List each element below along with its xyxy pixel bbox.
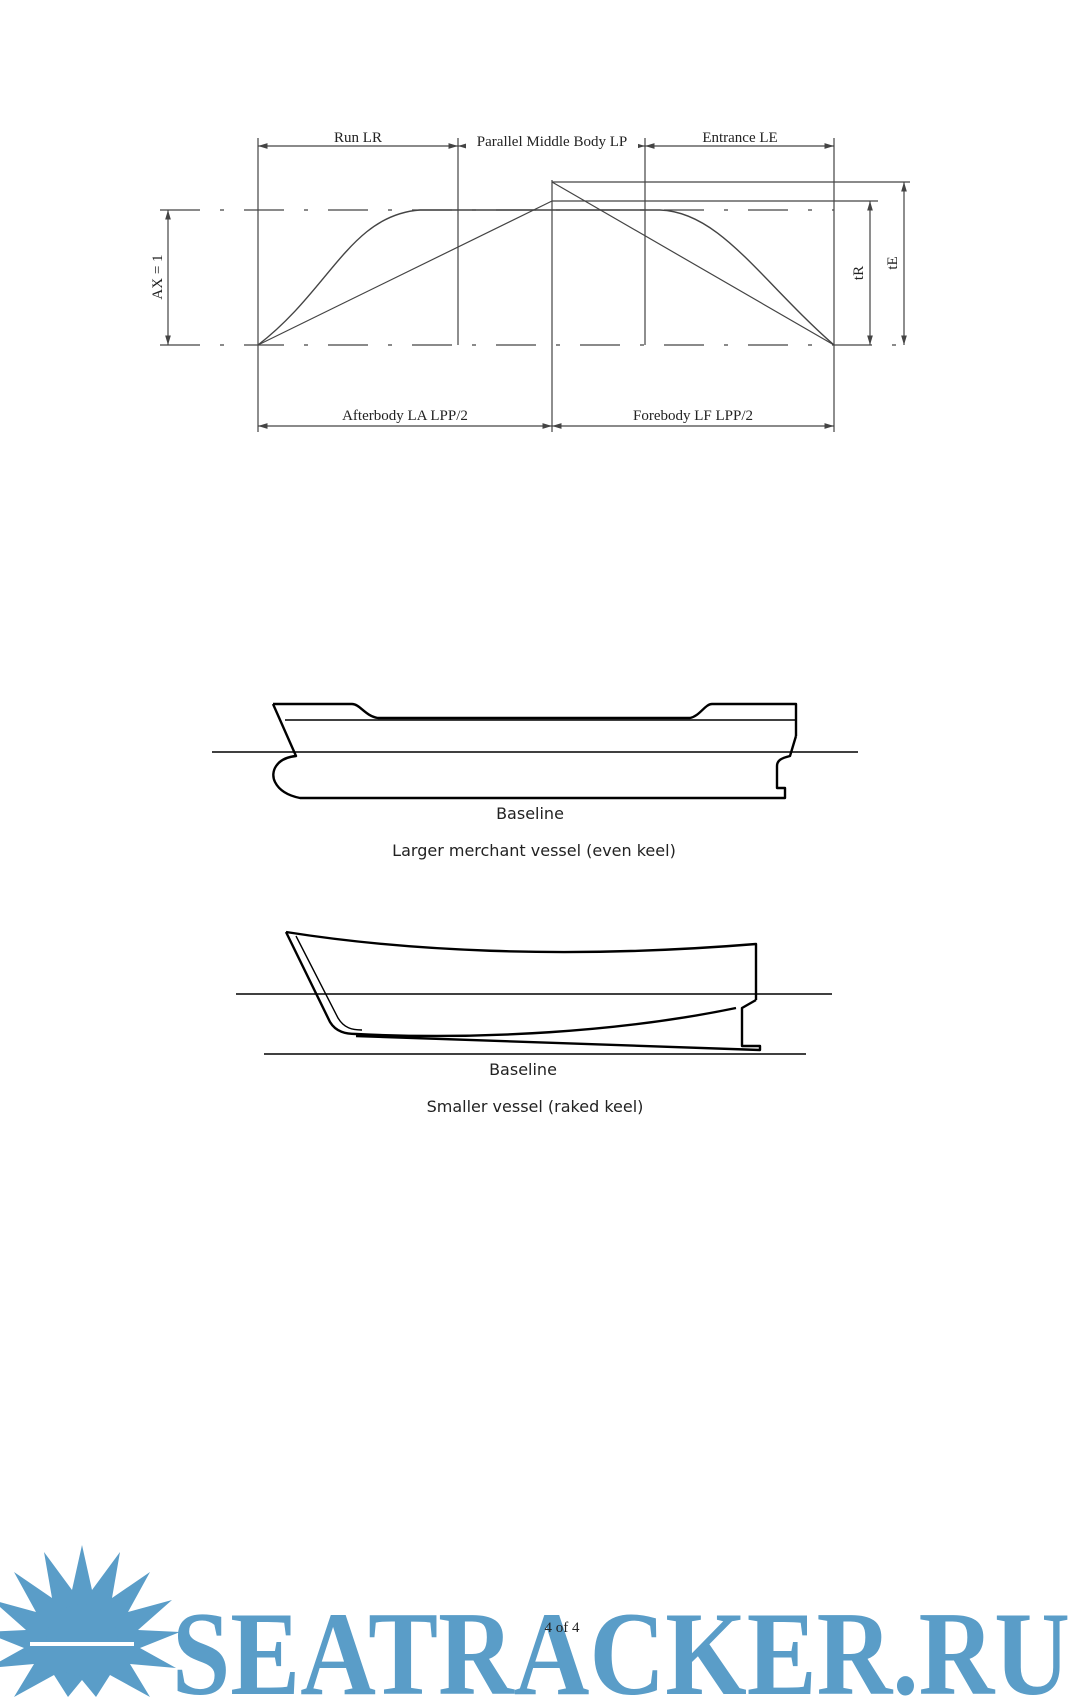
page-number: 4 of 4 bbox=[544, 1620, 580, 1636]
small-vessel-outer-hull bbox=[286, 932, 736, 1036]
afterbody-label: Afterbody LA LPP/2 bbox=[342, 408, 468, 424]
large-vessel-caption: Larger merchant vessel (even keel) bbox=[392, 841, 676, 860]
small-baseline-label: Baseline bbox=[489, 1060, 557, 1079]
te-label: tE bbox=[885, 256, 901, 270]
watermark-logo bbox=[0, 1545, 1070, 1697]
entrance-triangle-line bbox=[552, 182, 834, 345]
large-vessel-diagram bbox=[212, 704, 858, 798]
ax-label: AX = 1 bbox=[150, 254, 166, 300]
run-label: Run LR bbox=[334, 130, 382, 146]
small-vessel-inner-hull bbox=[296, 936, 362, 1030]
sun-icon bbox=[0, 1545, 180, 1697]
small-vessel-deck bbox=[286, 932, 756, 1000]
forebody-label: Forebody LF LPP/2 bbox=[632, 408, 754, 424]
sectional-area-labels bbox=[150, 130, 901, 424]
small-vessel-labels bbox=[427, 1060, 644, 1116]
tr-label: tR bbox=[851, 265, 867, 281]
small-vessel-diagram bbox=[236, 932, 832, 1054]
large-baseline-label: Baseline bbox=[496, 804, 564, 823]
large-vessel-labels bbox=[392, 804, 676, 860]
small-vessel-keel bbox=[356, 1000, 760, 1050]
watermark-text: SEATRACKER.RU bbox=[172, 1587, 1070, 1697]
sectional-area-diagram bbox=[160, 138, 910, 432]
run-triangle-line bbox=[258, 201, 552, 345]
small-vessel-caption: Smaller vessel (raked keel) bbox=[426, 1097, 644, 1116]
sectional-area-curve bbox=[258, 210, 834, 345]
entrance-label: Entrance LE bbox=[702, 130, 778, 146]
parallel-label: Parallel Middle Body LP bbox=[476, 134, 628, 150]
